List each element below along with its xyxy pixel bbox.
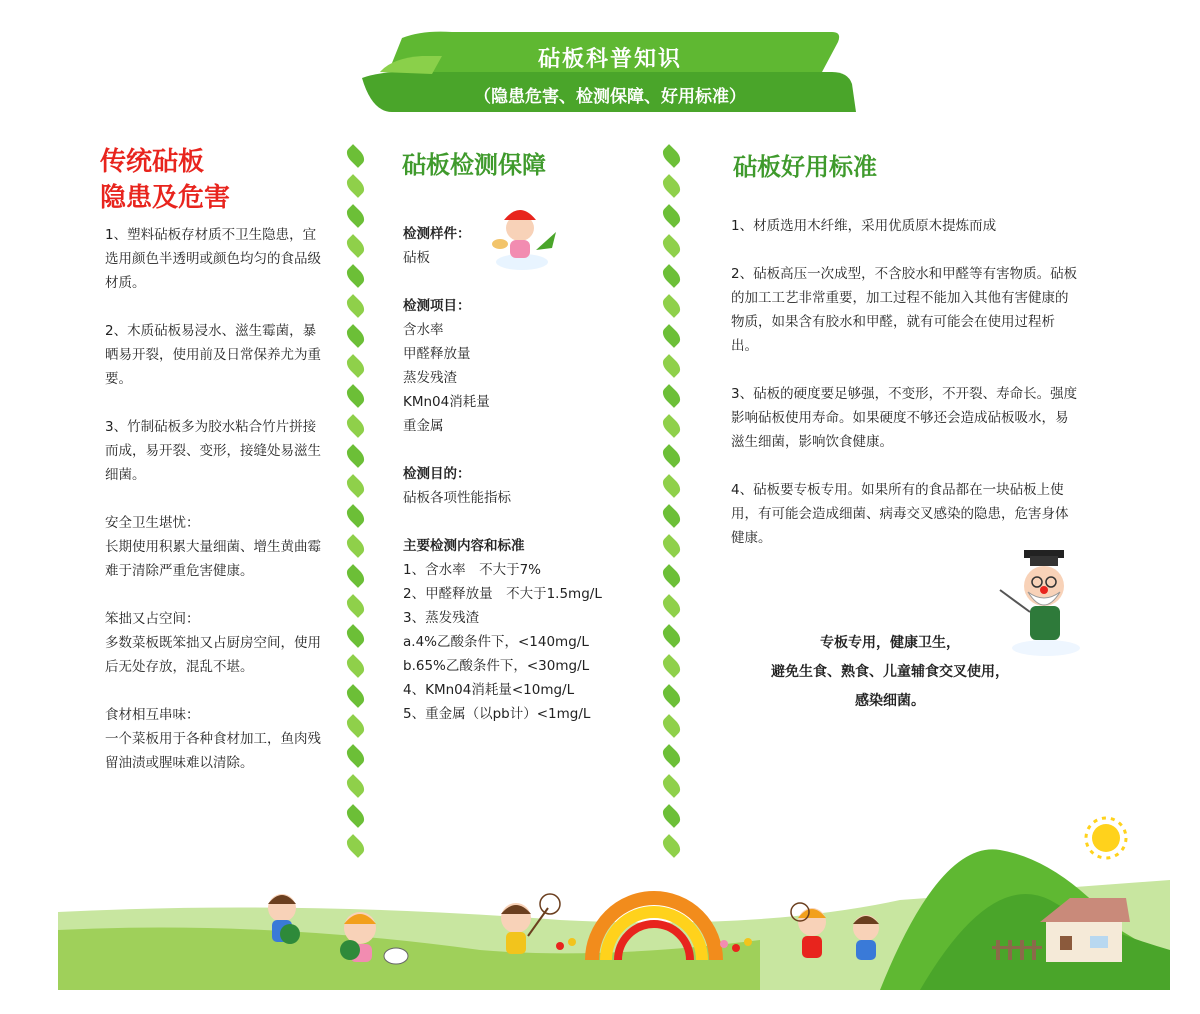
col1-item: 3、竹制砧板多为胶水粘合竹片拼接而成，易开裂、变形，接缝处易滋生细菌。 [105, 419, 321, 483]
leaf-icon [659, 324, 683, 348]
leaf-icon [343, 144, 367, 168]
standard-item: a.4%乙酸条件下，<140mg/L [403, 634, 589, 650]
col3-item: 2、砧板高压一次成型，不含胶水和甲醛等有害物质。砧板的加工工艺非常重要，加工过程不能加入其他有害健康的物质，如果含有胶水和甲醛，就有可能会在使用过程析出。 [731, 266, 1078, 354]
col1-section-heading: 笨拙又占空间： [105, 611, 200, 627]
leaf-icon [343, 804, 367, 828]
leaf-icon [343, 624, 367, 648]
rainbow-icon [592, 898, 716, 960]
leaf-icon [659, 294, 683, 318]
kid-girl-sitting-icon [340, 912, 408, 964]
col1-title-line1: 传统砧板 [100, 147, 205, 177]
leaf-icon [659, 384, 683, 408]
col2-body [403, 222, 633, 750]
standard-item: 1、含水率 不大于7% [403, 562, 542, 578]
leaf-icon [343, 294, 367, 318]
leaf-icon [343, 774, 367, 798]
leaf-icon [659, 414, 683, 438]
leaf-icon [343, 714, 367, 738]
col3-body [731, 214, 1081, 574]
fence-icon [992, 940, 1042, 960]
leaf-icon [659, 744, 683, 768]
col1-section-heading: 安全卫生堪忧： [105, 515, 200, 531]
leaf-icon [659, 204, 683, 228]
col1-section [105, 607, 327, 679]
col1-item: 1、塑料砧板存材质不卫生隐患，宜选用颜色半透明或颜色均匀的食品级材质。 [105, 227, 321, 291]
col3-item: 1、材质选用木纤维，采用优质原木提炼而成 [731, 218, 997, 234]
leaf-icon [659, 684, 683, 708]
test-item: 含水率 [403, 322, 444, 338]
leaf-icon [343, 744, 367, 768]
leaf-icon [659, 834, 683, 858]
leaf-icon [343, 324, 367, 348]
standard-item: 3、蒸发残渣 [403, 610, 480, 626]
standards-label: 主要检测内容和标准 [403, 538, 525, 554]
col1-section-text: 长期使用积累大量细菌、增生黄曲霉难于清除严重危害健康。 [105, 539, 321, 579]
leaf-icon [659, 534, 683, 558]
leaf-icon [343, 174, 367, 198]
standard-item: 2、甲醛释放量 不大于1.5mg/L [403, 586, 602, 602]
col1-section [105, 703, 327, 775]
leaf-icon [343, 474, 367, 498]
col3-title: 砧板好用标准 [733, 153, 877, 181]
slogan-line: 感染细菌。 [855, 693, 925, 709]
leaf-vine-right [660, 143, 682, 863]
leaf-icon [659, 654, 683, 678]
standards-group [403, 534, 633, 726]
purpose-label: 检测目的： [403, 466, 471, 482]
standard-item: 5、重金属（以pb计）<1mg/L [403, 706, 591, 722]
standard-item: 4、KMn04消耗量<10mg/L [403, 682, 575, 698]
leaf-icon [659, 264, 683, 288]
leaf-icon [659, 234, 683, 258]
leaf-icon [659, 174, 683, 198]
leaf-icon [659, 624, 683, 648]
col1-section [105, 511, 327, 583]
col1-title-line2: 隐患及危害 [100, 183, 231, 213]
leaf-icon [343, 234, 367, 258]
kid-net-icon [501, 894, 560, 954]
page-subtitle: （隐患危害、检测保障、好用标准） [474, 87, 746, 107]
col3-item: 3、砧板的硬度要足够强，不变形，不开裂、寿命长。强度影响砧板使用寿命。如果硬度不够还会造成砧板吸水，易滋生细菌，影响饮食健康。 [731, 386, 1078, 450]
sun-icon [1086, 818, 1126, 858]
leaf-icon [659, 714, 683, 738]
leaf-icon [343, 384, 367, 408]
sample-value: 砧板 [403, 250, 430, 266]
leaf-icon [343, 444, 367, 468]
test-item: 蒸发残渣 [403, 370, 457, 386]
flowers-icon [556, 938, 752, 952]
test-items-group [403, 294, 633, 438]
leaf-icon [659, 504, 683, 528]
purpose-group [403, 462, 633, 510]
leaf-icon [343, 354, 367, 378]
leaf-icon [343, 564, 367, 588]
col1-title [100, 144, 320, 216]
house-icon [1040, 898, 1130, 962]
standard-item: b.65%乙酸条件下，<30mg/L [403, 658, 590, 674]
col1-section-heading: 食材相互串味： [105, 707, 200, 723]
col1-section-text: 一个菜板用于各种食材加工，鱼肉残留油渍或腥味难以清除。 [105, 731, 321, 771]
col2-title: 砧板检测保障 [402, 151, 546, 179]
leaf-icon [343, 654, 367, 678]
leaf-icon [659, 444, 683, 468]
sample-label: 检测样件： [403, 226, 471, 242]
leaf-icon [659, 564, 683, 588]
sample-group [403, 222, 633, 270]
leaf-icon [343, 414, 367, 438]
slogan-line: 避免生食、熟食、儿童辅食交叉使用， [771, 664, 1009, 680]
leaf-icon [659, 144, 683, 168]
header-banner [362, 28, 858, 116]
slogan [735, 629, 1045, 716]
kid-boy-watermelon-icon [268, 894, 300, 944]
leaf-icon [343, 204, 367, 228]
test-item: KMn04消耗量 [403, 394, 490, 410]
leaf-icon [659, 804, 683, 828]
leaf-icon [343, 534, 367, 558]
test-item: 甲醛释放量 [403, 346, 471, 362]
leaf-icon [659, 774, 683, 798]
leaf-icon [343, 834, 367, 858]
leaf-vine-left [344, 143, 366, 863]
col1-body [105, 223, 327, 799]
col1-section-text: 多数菜板既笨拙又占厨房空间，使用后无处存放，混乱不堪。 [105, 635, 321, 675]
leaf-icon [659, 474, 683, 498]
leaf-icon [343, 594, 367, 618]
col3-item: 4、砧板要专板专用。如果所有的食品都在一块砧板上使用，有可能会造成细菌、病毒交叉感染的隐患，危害身体健康。 [731, 482, 1069, 546]
leaf-icon [343, 264, 367, 288]
kid-pair-icon [791, 903, 879, 960]
leaf-icon [343, 504, 367, 528]
leaf-icon [343, 684, 367, 708]
page-title: 砧板科普知识 [537, 47, 682, 72]
test-items-label: 检测项目： [403, 298, 471, 314]
slogan-line: 专板专用，健康卫生， [820, 635, 960, 651]
test-item: 重金属 [403, 418, 444, 434]
purpose-value: 砧板各项性能指标 [403, 490, 511, 506]
leaf-icon [659, 594, 683, 618]
col1-item: 2、木质砧板易浸水、滋生霉菌，暴晒易开裂，使用前及日常保养尤为重要。 [105, 323, 321, 387]
leaf-icon [659, 354, 683, 378]
